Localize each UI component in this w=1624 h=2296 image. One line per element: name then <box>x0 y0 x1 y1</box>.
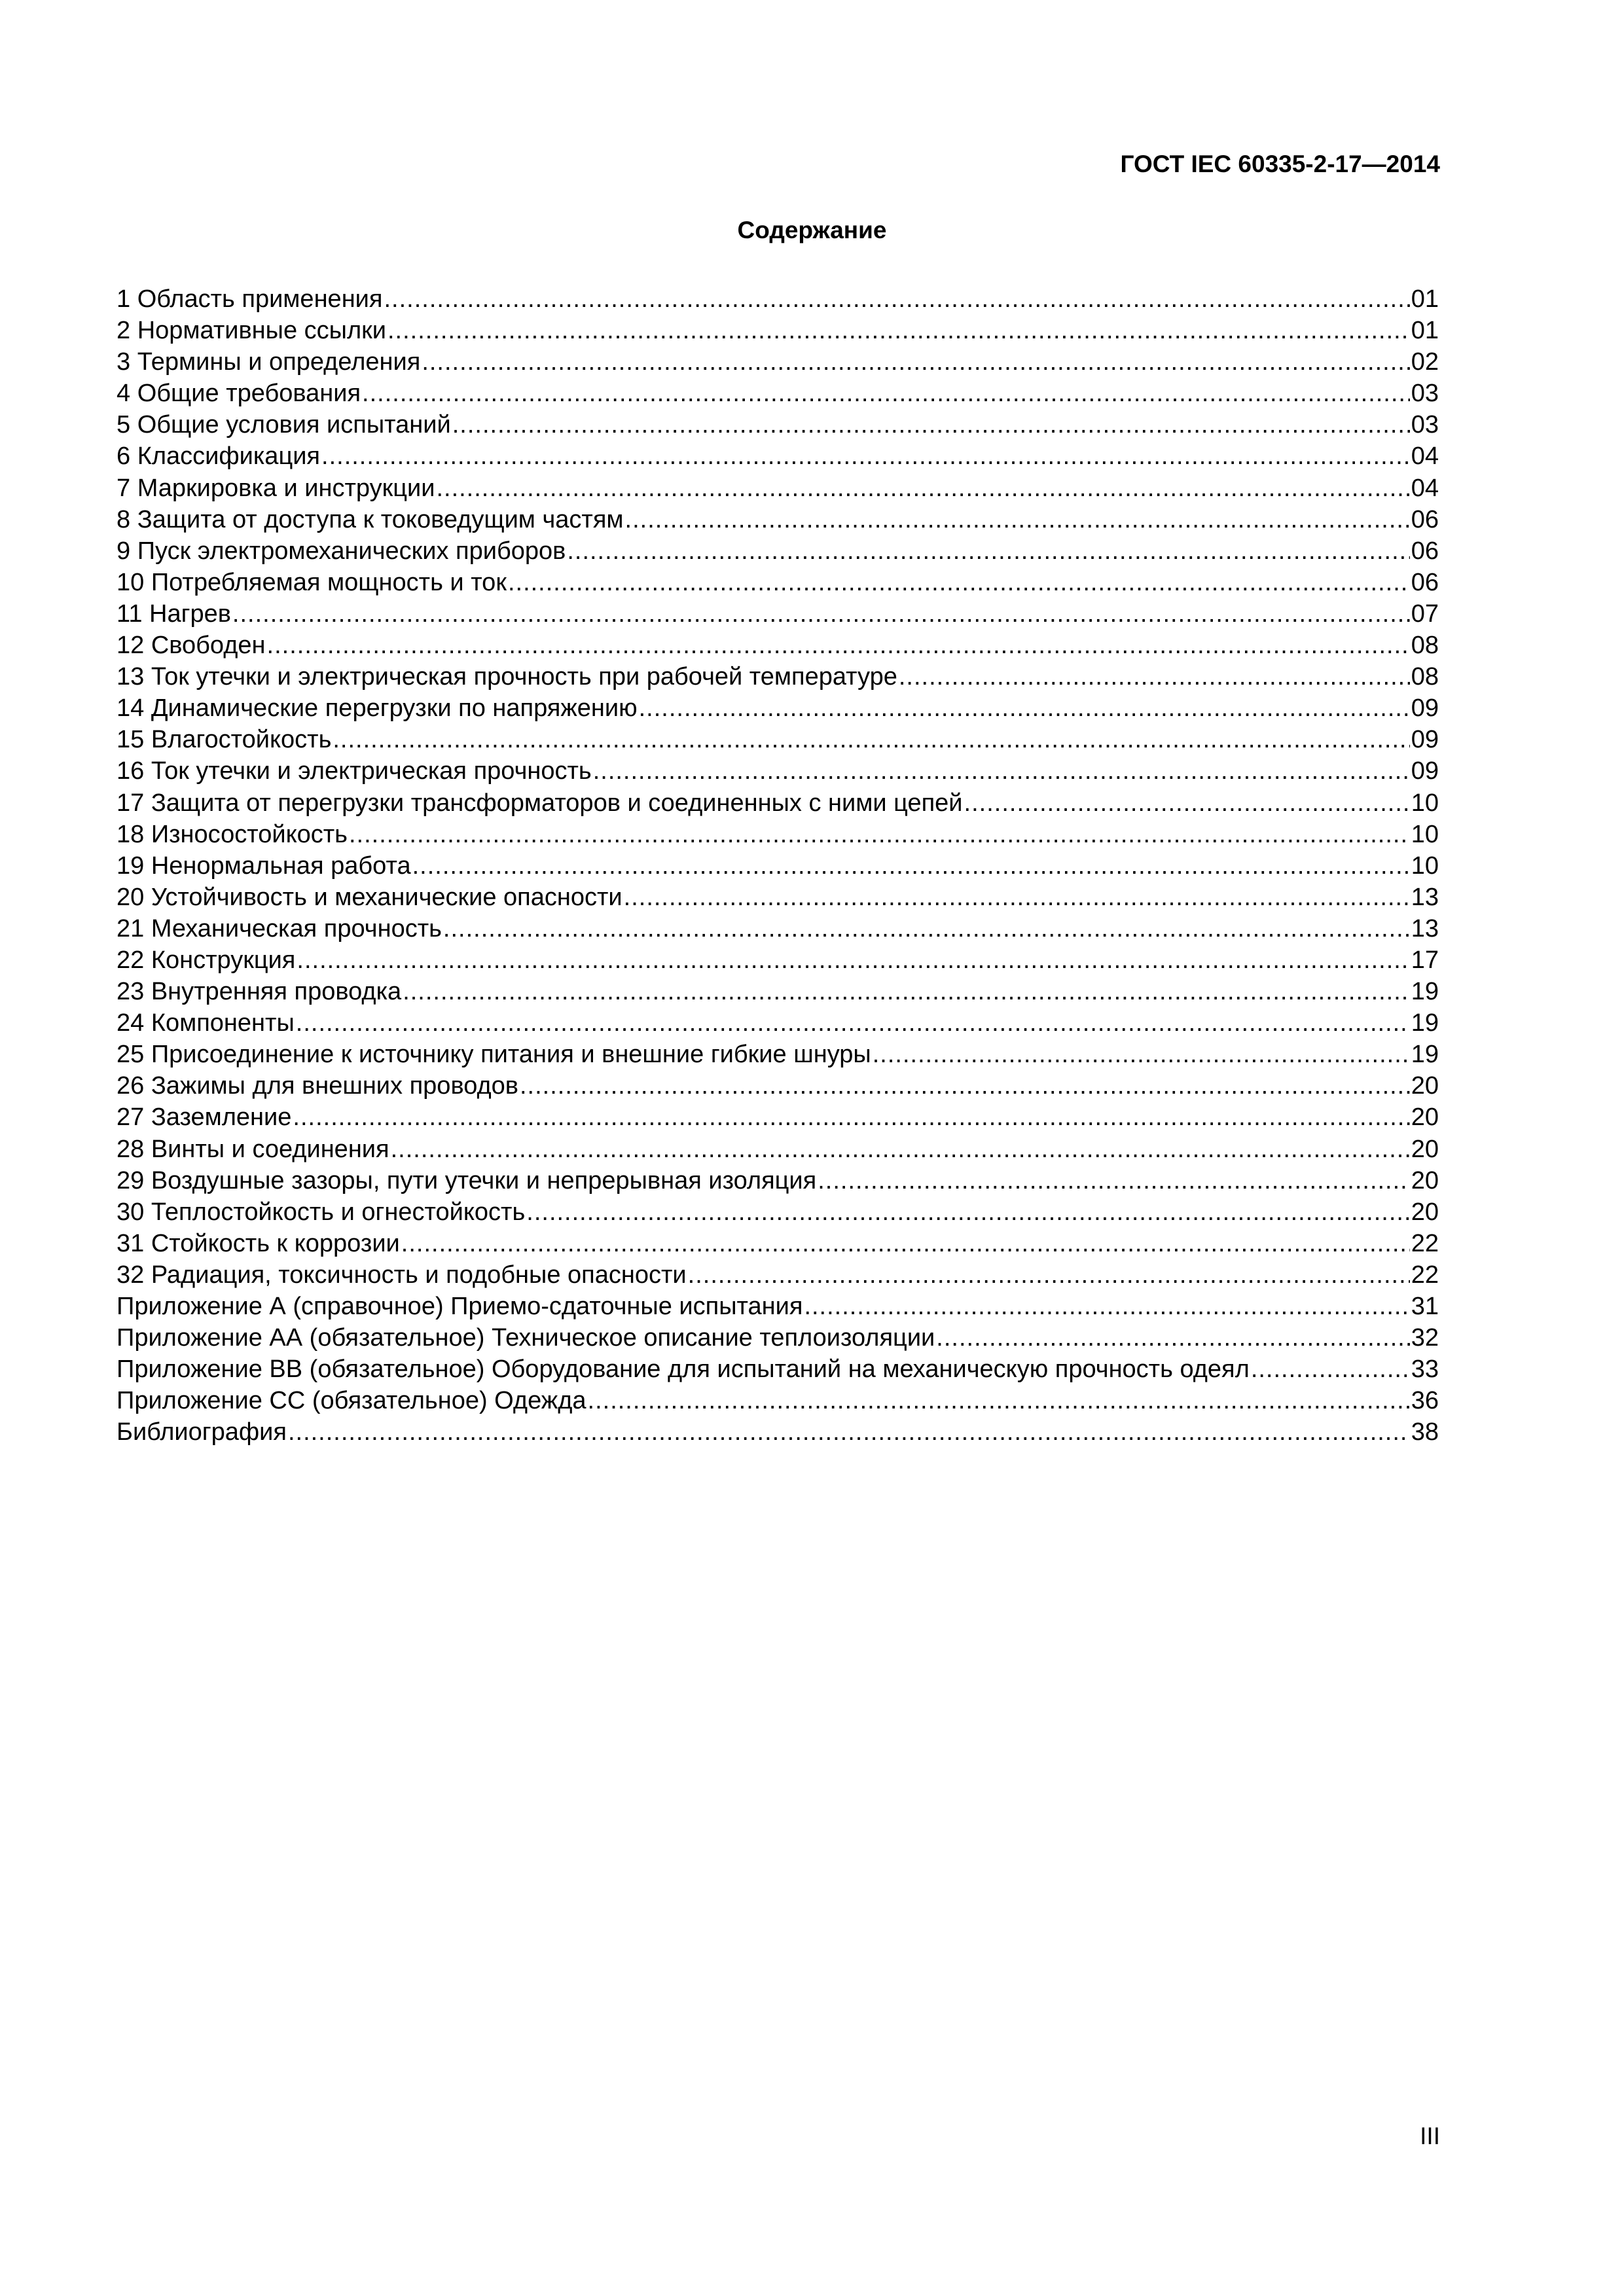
toc-dot-leader <box>899 661 1410 692</box>
toc-dot-leader <box>593 755 1410 787</box>
toc-entry-page: 04 <box>1411 474 1439 502</box>
toc-entry <box>117 1416 1439 1448</box>
toc-entry <box>117 944 1439 976</box>
toc-dot-leader <box>1251 1354 1410 1385</box>
toc-dot-leader <box>964 787 1410 819</box>
toc-entry-page: 08 <box>1411 663 1439 691</box>
toc-entry-page: 10 <box>1411 789 1439 817</box>
toc-dot-leader <box>436 473 1409 504</box>
toc-entry <box>117 378 1439 409</box>
toc-entry-label: 6 Классификация <box>117 442 321 471</box>
toc-entry-page: 06 <box>1411 537 1439 565</box>
toc-entry <box>117 535 1439 567</box>
toc-entry-page: 31 <box>1411 1293 1439 1320</box>
toc-dot-leader <box>422 346 1409 378</box>
toc-entry-label: 24 Компоненты <box>117 1009 295 1037</box>
toc-entry-page: 10 <box>1411 852 1439 880</box>
toc-entry-label: 23 Внутренняя проводка <box>117 978 402 1006</box>
toc-entry <box>117 1007 1439 1039</box>
toc-entry <box>117 1039 1439 1070</box>
toc-entry-label: Приложение АА (обязательное) Техническое описание теплоизоляции <box>117 1324 935 1352</box>
toc-entry-page: 20 <box>1411 1198 1439 1226</box>
toc-entry-page: 32 <box>1411 1324 1439 1352</box>
toc-entry <box>117 473 1439 504</box>
toc-dot-leader <box>567 535 1409 567</box>
toc-entry-page: 10 <box>1411 820 1439 848</box>
toc-dot-leader <box>624 882 1410 913</box>
toc-dot-leader <box>349 819 1410 850</box>
toc-dot-leader <box>818 1165 1409 1196</box>
toc-entry-label: 10 Потребляемая мощность и ток <box>117 568 507 596</box>
toc-entry-label: 19 Ненормальная работа <box>117 852 411 880</box>
toc-entry-page: 20 <box>1411 1072 1439 1100</box>
toc-dot-leader <box>804 1291 1409 1322</box>
toc-entry <box>117 755 1439 787</box>
standard-code-header: ГОСТ IEC 60335-2-17—2014 <box>1120 151 1440 177</box>
toc-entry <box>117 315 1439 346</box>
toc-dot-leader <box>293 1102 1409 1133</box>
toc-entry-page: 17 <box>1411 946 1439 974</box>
toc-entry-label: 17 Защита от перегрузки трансформаторов и соединенных с ними цепей <box>117 789 963 817</box>
toc-dot-leader <box>588 1385 1410 1416</box>
toc-dot-leader <box>297 944 1409 976</box>
toc-dot-leader <box>639 692 1410 724</box>
toc-dot-leader <box>508 567 1410 598</box>
toc-entry-page: 07 <box>1411 600 1439 628</box>
toc-entry <box>117 661 1439 692</box>
toc-entry-label: 11 Нагрев <box>117 600 231 628</box>
toc-dot-leader <box>401 1228 1410 1259</box>
toc-entry-page: 19 <box>1411 1009 1439 1037</box>
toc-entry <box>117 819 1439 850</box>
toc-entry-label: Приложение ВВ (обязательное) Оборудование для испытаний на механическую прочность одеял <box>117 1355 1250 1384</box>
toc-entry-label: 26 Зажимы для внешних проводов <box>117 1072 518 1100</box>
toc-dot-leader <box>520 1070 1410 1102</box>
toc-entry <box>117 567 1439 598</box>
toc-entry <box>117 1196 1439 1228</box>
toc-entry-page: 20 <box>1411 1135 1439 1163</box>
toc-entry-label: 9 Пуск электромеханических приборов <box>117 537 566 565</box>
toc-dot-leader <box>403 976 1410 1007</box>
table-of-contents <box>117 283 1439 1448</box>
toc-entry <box>117 283 1439 315</box>
toc-dot-leader <box>321 440 1410 472</box>
toc-entry-page: 03 <box>1411 411 1439 439</box>
toc-entry <box>117 1354 1439 1385</box>
toc-entry-page: 01 <box>1411 317 1439 345</box>
toc-entry-page: 06 <box>1411 505 1439 533</box>
toc-dot-leader <box>452 409 1410 440</box>
toc-entry-page: 02 <box>1411 348 1439 376</box>
toc-dot-leader <box>362 378 1410 409</box>
toc-dot-leader <box>232 598 1410 630</box>
toc-entry <box>117 1385 1439 1416</box>
toc-dot-leader <box>267 630 1410 661</box>
toc-entry <box>117 976 1439 1007</box>
toc-entry-page: 04 <box>1411 442 1439 471</box>
toc-entry <box>117 913 1439 944</box>
toc-entry-label: 18 Износостойкость <box>117 820 348 848</box>
toc-entry <box>117 1291 1439 1322</box>
toc-dot-leader <box>873 1039 1410 1070</box>
toc-entry-page: 13 <box>1411 883 1439 911</box>
toc-entry-label: 28 Винты и соединения <box>117 1135 389 1163</box>
toc-entry <box>117 1228 1439 1259</box>
toc-entry-label: 20 Устойчивость и механические опасности <box>117 883 623 911</box>
toc-entry-label: 22 Конструкция <box>117 946 296 974</box>
toc-entry-page: 03 <box>1411 380 1439 408</box>
toc-entry-label: 29 Воздушные зазоры, пути утечки и непрерывная изоляция <box>117 1166 817 1194</box>
toc-entry-label: 16 Ток утечки и электрическая прочность <box>117 757 592 785</box>
toc-entry-label: 8 Защита от доступа к токоведущим частям <box>117 505 624 533</box>
toc-entry <box>117 409 1439 440</box>
toc-dot-leader <box>296 1007 1410 1039</box>
toc-entry-page: 06 <box>1411 568 1439 596</box>
toc-dot-leader <box>391 1134 1410 1165</box>
toc-entry <box>117 630 1439 661</box>
toc-entry-label: 15 Влагостойкость <box>117 726 332 754</box>
toc-entry <box>117 850 1439 882</box>
toc-entry-page: 20 <box>1411 1103 1439 1132</box>
toc-entry <box>117 724 1439 755</box>
toc-title: Содержание <box>737 217 887 243</box>
toc-dot-leader <box>625 504 1410 535</box>
toc-entry-label: 32 Радиация, токсичность и подобные опасности <box>117 1261 687 1289</box>
toc-entry-page: 38 <box>1411 1418 1439 1446</box>
toc-entry <box>117 504 1439 535</box>
toc-entry-page: 36 <box>1411 1387 1439 1415</box>
toc-entry-page: 19 <box>1411 1041 1439 1069</box>
toc-entry-page: 13 <box>1411 914 1439 942</box>
toc-entry-label: 27 Заземление <box>117 1103 292 1132</box>
toc-entry <box>117 1102 1439 1133</box>
toc-entry-label: 5 Общие условия испытаний <box>117 411 451 439</box>
toc-entry <box>117 882 1439 913</box>
toc-entry-page: 19 <box>1411 978 1439 1006</box>
toc-entry <box>117 787 1439 819</box>
toc-entry-label: 14 Динамические перегрузки по напряжению <box>117 694 638 723</box>
toc-entry <box>117 1322 1439 1354</box>
toc-entry-page: 22 <box>1411 1261 1439 1289</box>
toc-entry-label: Приложение А (справочное) Приемо-сдаточные испытания <box>117 1293 803 1320</box>
toc-entry-label: Приложение СС (обязательное) Одежда <box>117 1387 586 1415</box>
toc-entry-page: 09 <box>1411 726 1439 754</box>
toc-entry-label: 2 Нормативные ссылки <box>117 317 386 345</box>
toc-entry-page: 33 <box>1411 1355 1439 1384</box>
toc-entry-label: Библиография <box>117 1418 287 1446</box>
toc-entry-page: 20 <box>1411 1166 1439 1194</box>
toc-entry <box>117 440 1439 472</box>
toc-dot-leader <box>526 1196 1409 1228</box>
toc-entry-label: 25 Присоединение к источнику питания и внешние гибкие шнуры <box>117 1041 871 1069</box>
toc-entry-page: 01 <box>1411 285 1439 313</box>
toc-entry <box>117 598 1439 630</box>
toc-entry-label: 21 Механическая прочность <box>117 914 442 942</box>
toc-dot-leader <box>384 283 1409 315</box>
toc-dot-leader <box>688 1259 1410 1291</box>
toc-entry <box>117 1259 1439 1291</box>
toc-entry <box>117 692 1439 724</box>
toc-entry-page: 22 <box>1411 1229 1439 1257</box>
toc-entry-label: 31 Стойкость к коррозии <box>117 1229 400 1257</box>
toc-entry <box>117 346 1439 378</box>
toc-entry-page: 09 <box>1411 694 1439 723</box>
toc-dot-leader <box>412 850 1410 882</box>
toc-entry <box>117 1165 1439 1196</box>
toc-entry-label: 13 Ток утечки и электрическая прочность при рабочей температуре <box>117 663 897 691</box>
toc-entry-label: 30 Теплостойкость и огнестойкость <box>117 1198 526 1226</box>
toc-dot-leader <box>936 1322 1409 1354</box>
toc-entry-label: 1 Область применения <box>117 285 383 313</box>
toc-dot-leader <box>288 1416 1410 1448</box>
toc-entry <box>117 1070 1439 1102</box>
page-number: III <box>1420 2123 1440 2149</box>
toc-dot-leader <box>388 315 1410 346</box>
toc-entry-page: 08 <box>1411 632 1439 660</box>
toc-entry-label: 7 Маркировка и инструкции <box>117 474 435 502</box>
toc-dot-leader <box>333 724 1409 755</box>
toc-entry-label: 4 Общие требования <box>117 380 361 408</box>
toc-dot-leader <box>443 913 1410 944</box>
toc-entry <box>117 1134 1439 1165</box>
toc-entry-page: 09 <box>1411 757 1439 785</box>
toc-entry-label: 3 Термины и определения <box>117 348 421 376</box>
toc-entry-label: 12 Свободен <box>117 632 266 660</box>
